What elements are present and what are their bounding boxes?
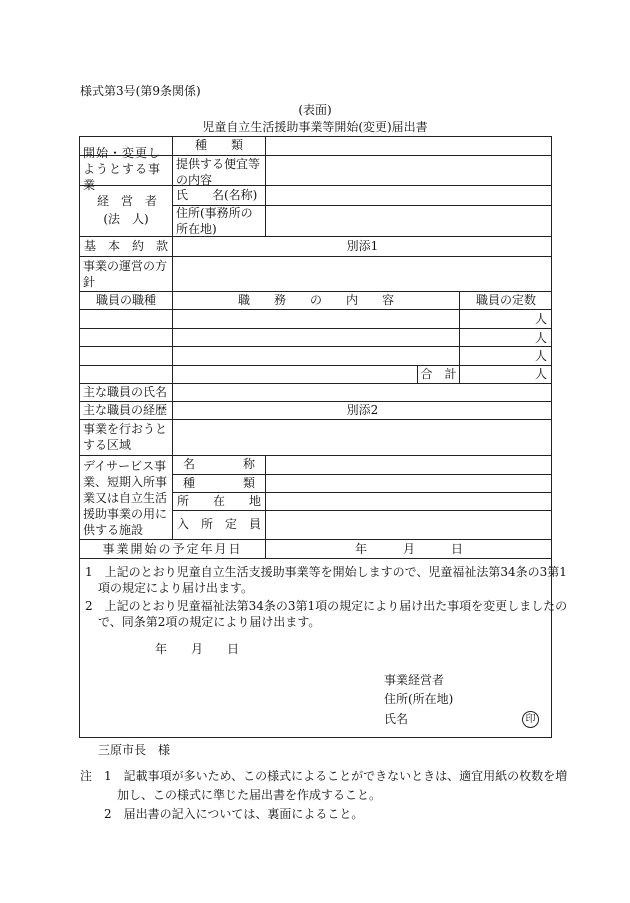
facility-type-label: 種 類 [182,476,255,490]
row-divider [79,236,552,237]
col-divider [265,136,266,236]
articles-label: 基 本 約 款 [83,239,168,253]
operator-heading: 事業経営者 [384,673,445,687]
start-date-value: 年 月 日 [354,542,463,556]
addressee: 三原市長 様 [98,743,171,757]
duty-header: 職 務 の 内 容 [237,293,394,307]
declaration-start: 1 上記のとおり児童自立生活支援助事業等を開始しますので、児童福祉法第34条の3第1 [85,565,567,579]
form-title: 児童自立生活援助事業等開始(変更)届出書 [202,120,428,134]
articles-value: 別添1 [346,239,379,253]
note-1-cont: 加し、この様式に準じた届出書を作成すること。 [117,788,382,802]
front-side-label: (表面) [298,103,332,117]
row-divider [79,346,552,347]
staff-count-header: 職員の定数 [475,293,536,307]
main-staff-history-value: 別添2 [346,403,379,417]
operator-sub-label: (法 人) [103,212,149,226]
seal-icon: 印 [522,711,539,728]
col-divider [265,455,266,539]
operator-name-label: 氏 名(名称) [176,188,258,202]
row-divider [79,419,552,420]
main-staff-name-label: 主な職員の氏名 [83,385,168,399]
person-unit: 人 [535,312,548,326]
facility-location-label: 所 在 地 [176,494,261,508]
staff-type-header: 職員の職種 [95,293,156,307]
row-divider [79,309,552,310]
note-1: 1 記載事項が多いため、この様式によることができないときは、適宜用紙の枚数を増 [104,769,568,783]
convenience-label: 提供する便宜等の内容 [176,157,261,187]
declaration-change-cont: で、同条第2項の規定により届け出ます。 [98,615,321,629]
note-2: 2 届出書の記入については、裏面によること。 [104,807,364,821]
facility-label: デイサービス事業、短期入所事業又は自立生活援助事業の用に供する施設 [83,459,168,537]
total-label: 合 計 [420,367,457,381]
facility-name-label: 名 称 [182,457,255,471]
operator-label: 経 営 者 [96,194,157,208]
operator-name: 氏名 [384,712,409,726]
row-divider [79,539,552,540]
policy-label: 事業の運営の方針 [83,259,168,289]
row-divider [79,558,552,559]
main-staff-history-label: 主な職員の経歴 [83,403,168,417]
col-divider [172,256,173,291]
declaration-start-cont: 項の規定により届け出ます。 [98,581,254,595]
person-unit: 人 [535,367,548,381]
row-divider [79,455,552,456]
business-type-label: 種 類 [194,138,243,152]
form-code: 様式第3号(第9条関係) [80,84,201,98]
row-divider [79,256,552,257]
declaration-change: 2 上記のとおり児童福祉法第34条の3第1項の規定により届け出た事項を変更しましたの [85,599,568,613]
person-unit: 人 [535,331,548,345]
row-divider [172,510,552,511]
row-divider [79,365,552,366]
col-divider [172,383,173,455]
business-to-start-label: 開始・変更しようとする事業 [83,146,162,192]
facility-capacity-label: 入 所 定 員 [176,517,261,531]
operator-address: 住所(所在地) [384,692,454,706]
row-divider [79,328,552,329]
area-label: 事業を行おうとする区域 [83,422,168,452]
person-unit: 人 [535,349,548,363]
declaration-date: 年 月 日 [155,642,240,656]
start-date-label: 事業開始の予定年月日 [102,542,243,556]
operator-address-label: 住所(事務所の所在地) [176,206,253,236]
notes-prefix: 注 [80,769,93,783]
